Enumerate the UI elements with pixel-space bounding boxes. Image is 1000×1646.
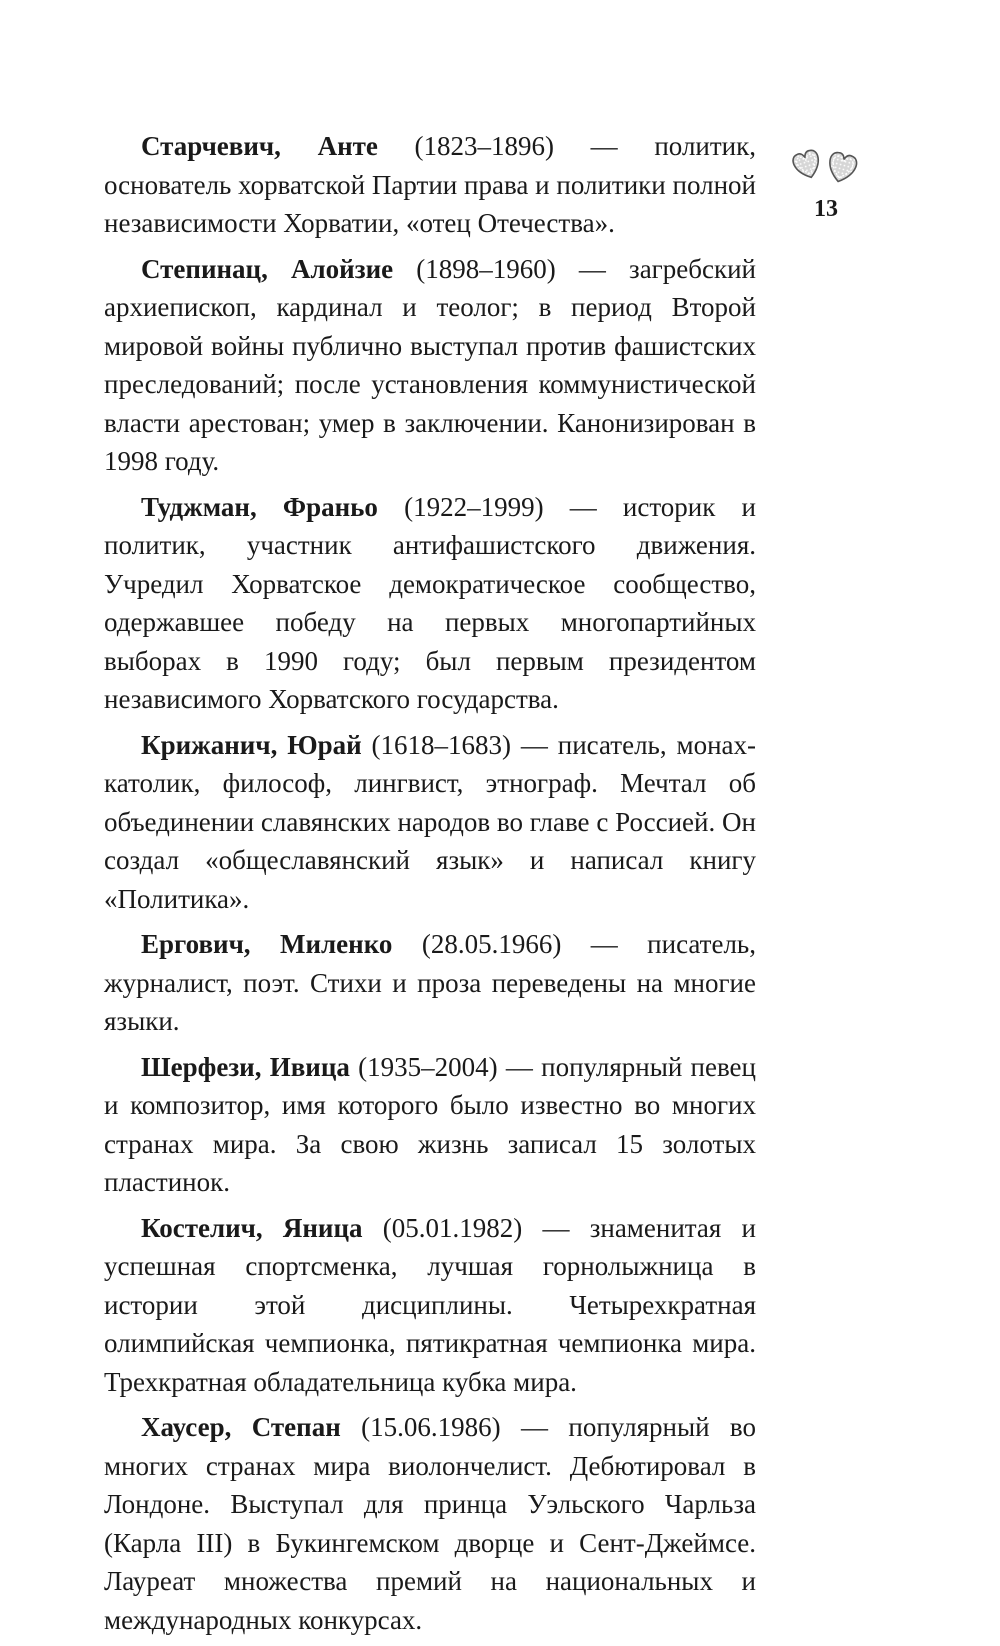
entry-name: Хаусер, Степан (141, 1412, 341, 1442)
entry-starcevic (104, 127, 756, 243)
entry-jergovic (104, 925, 756, 1041)
entry-name: Костелич, Яница (141, 1212, 363, 1243)
entry-text: (1935–2004) — популярный певец и композитор, имя которого было известно во многих странах мира. За свою жизнь записал 15 золотых пластинок. (104, 1051, 756, 1197)
page-number: 13 (814, 196, 838, 222)
entry-name: Шерфези, Ивица (141, 1051, 350, 1082)
entry-kostelic (104, 1209, 756, 1402)
entry-text: (1823–1896) — политик, основатель хорватской Партии права и политики полной независимости Хорватии, «отец Отечества». (104, 131, 756, 238)
entry-text: (1618–1683) — писатель, монах-католик, философ, лингвист, этнограф. Мечтал об объединении славянских народов во главе с Россией. Он создал «общеславянский язык» и написал книгу «Политика». (104, 729, 756, 914)
entry-name: Старчевич, Анте (141, 131, 378, 161)
entry-text: (05.01.1982) — знаменитая и успешная спортсменка, лучшая горнолыжница в истории этой дисциплины. Четырехкратная олимпийская чемпионка, пятикратная чемпионка мира. Трехкратная обладательница кубка мира. (104, 1212, 756, 1397)
entry-serfezi (104, 1048, 756, 1202)
entry-tudjman (104, 488, 756, 719)
entry-text: (28.05.1966) — писатель, журналист, поэт. Стихи и проза переведены на многие языки. (104, 929, 756, 1036)
entry-text: (15.06.1986) — популярный во многих странах мира виолончелист. Дебютировал в Лондоне. Выступал для принца Уэльского Чарльза (Карла III) в Букингемском дворце и Сент-Джеймсе. Лауреат множества премий на национальных и международных конкурсах. (104, 1412, 756, 1635)
page-marker (787, 140, 865, 223)
entry-text: (1898–1960) — загребский архиепископ, кардинал и теолог; в период Второй мировой войны публично выступал против фашистских преследований; после установления коммунистической власти арестован; умер в заключении. Канонизирован в 1998 году. (104, 253, 756, 476)
entry-name: Степинац, Алойзие (141, 253, 394, 284)
entry-hauser (104, 1408, 756, 1639)
page-body (104, 127, 756, 1646)
entry-name: Ергович, Миленко (141, 929, 393, 959)
hearts-ornament-icon (788, 140, 864, 188)
entry-text: (1922–1999) — историк и политик, участник антифашистского движения. Учредил Хорватское демократическое сообщество, одержавшее победу на первых многопартийных выборах в 1990 году; был первым президентом независимого Хорватского государства. (104, 491, 756, 714)
entry-name: Туджман, Франьо (141, 491, 378, 522)
entry-stepinac (104, 250, 756, 481)
entry-krizanic (104, 726, 756, 919)
entry-name: Крижанич, Юрай (141, 729, 362, 760)
